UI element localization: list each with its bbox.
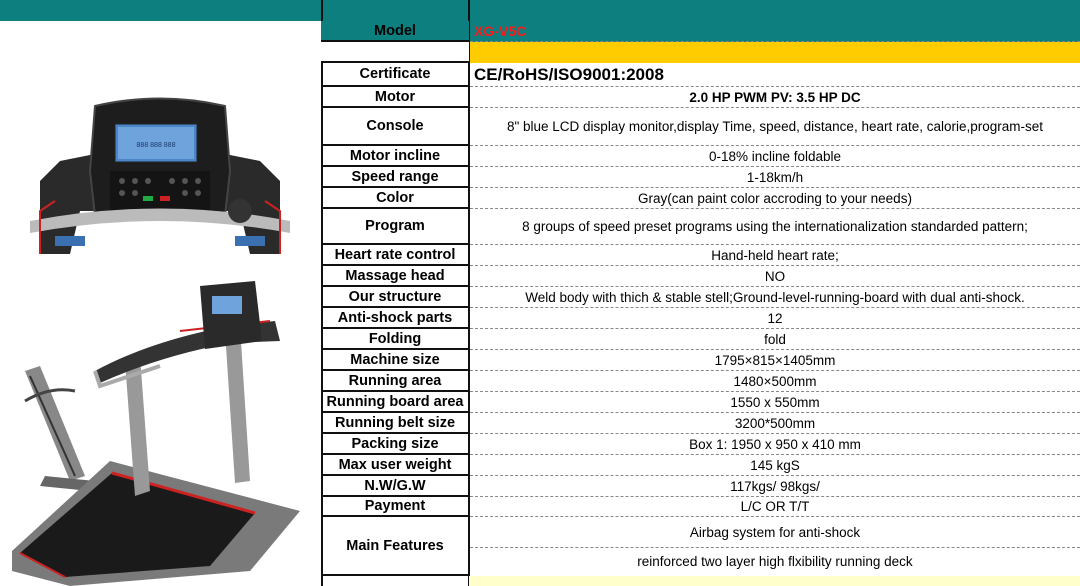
spec-label: Running area (321, 371, 469, 392)
spec-value: Weld body with thich & stable stell;Ground-level-running-board with dual anti-shock. (470, 287, 1080, 308)
spec-value: 8 groups of speed preset programs using the internationalization standarded pattern; (470, 209, 1080, 245)
treadmill-images (0, 21, 321, 586)
spec-row (321, 476, 1080, 497)
spec-label-blank (321, 42, 469, 63)
spec-row (321, 266, 1080, 287)
spec-row (321, 329, 1080, 350)
spec-label: Heart rate control (321, 245, 469, 266)
spec-label: Certificate (321, 63, 469, 87)
spec-value: fold (470, 329, 1080, 350)
spec-value: 145 kgS (470, 455, 1080, 476)
spec-value: 3200*500mm (470, 413, 1080, 434)
spec-value: Box 1: 1950 x 950 x 410 mm (470, 434, 1080, 455)
spec-value-highlight-bar (470, 42, 1080, 63)
spec-row (321, 287, 1080, 308)
spec-row-highlight (321, 42, 1080, 63)
spec-value: Gray(can paint color accroding to your needs) (470, 188, 1080, 209)
spec-label: Speed range (321, 167, 469, 188)
spec-value: 1-18km/h (470, 167, 1080, 188)
spec-value-main-features (470, 517, 1080, 576)
spec-row (321, 87, 1080, 108)
spec-label: Max user weight (321, 455, 469, 476)
main-feature-item: Airbag system for anti-shock (470, 517, 1080, 548)
folded-treadmill-image (25, 366, 95, 491)
spec-value: Hand-held heart rate; (470, 245, 1080, 266)
spec-label: Payment (321, 497, 469, 517)
spec-row (321, 167, 1080, 188)
spec-row (321, 371, 1080, 392)
spec-label: Motor incline (321, 146, 469, 167)
header-bar (0, 0, 1080, 21)
spec-label: Machine size (321, 350, 469, 371)
spec-value: 12 (470, 308, 1080, 329)
spec-label: Packing size (321, 434, 469, 455)
spec-label: Our structure (321, 287, 469, 308)
spec-value: 8" blue LCD display monitor,display Time, speed, distance, heart rate, calorie,program-set (470, 108, 1080, 146)
spec-row (321, 245, 1080, 266)
spec-label-model: Model (321, 21, 469, 42)
spec-row (321, 350, 1080, 371)
spec-row (321, 308, 1080, 329)
spec-label: Color (321, 188, 469, 209)
spec-row (321, 497, 1080, 517)
spec-label-main-features: Main Features (321, 517, 469, 576)
spec-value: 1795×815×1405mm (470, 350, 1080, 371)
spec-row-main-features (321, 517, 1080, 576)
spec-row (321, 434, 1080, 455)
spec-value: 1550 x 550mm (470, 392, 1080, 413)
spec-row (321, 108, 1080, 146)
spec-label: Running belt size (321, 413, 469, 434)
spec-row (321, 63, 1080, 87)
spec-label: Folding (321, 329, 469, 350)
spec-row (321, 413, 1080, 434)
spec-row (321, 455, 1080, 476)
spec-label: N.W/G.W (321, 476, 469, 497)
main-feature-item: reinforced two layer high flxibility running deck (637, 553, 913, 569)
spec-label: Running board area (321, 392, 469, 413)
spec-value-model: XG-V5C (470, 21, 1080, 42)
spec-label: Anti-shock parts (321, 308, 469, 329)
spec-row (321, 146, 1080, 167)
spec-value: 117kgs/ 98kgs/ (470, 476, 1080, 497)
spec-label: Massage head (321, 266, 469, 287)
spec-value: CE/RoHS/ISO9001:2008 (470, 63, 1080, 87)
spec-row (321, 392, 1080, 413)
spec-label: Motor (321, 87, 469, 108)
bottom-highlight-bar (469, 576, 1080, 586)
spec-value: 0-18% incline foldable (470, 146, 1080, 167)
spec-value: 1480×500mm (470, 371, 1080, 392)
spec-label: Program (321, 209, 469, 245)
spec-row (321, 188, 1080, 209)
spec-row (321, 209, 1080, 245)
spec-value: 2.0 HP PWM PV: 3.5 HP DC (470, 87, 1080, 108)
console-closeup-image (30, 99, 290, 255)
spec-row-model (321, 21, 1080, 42)
product-image-panel (0, 21, 321, 586)
spec-label: Console (321, 108, 469, 146)
svg-text:888 888 888: 888 888 888 (136, 142, 176, 149)
spec-value: L/C OR T/T (470, 497, 1080, 517)
spec-value: NO (470, 266, 1080, 287)
